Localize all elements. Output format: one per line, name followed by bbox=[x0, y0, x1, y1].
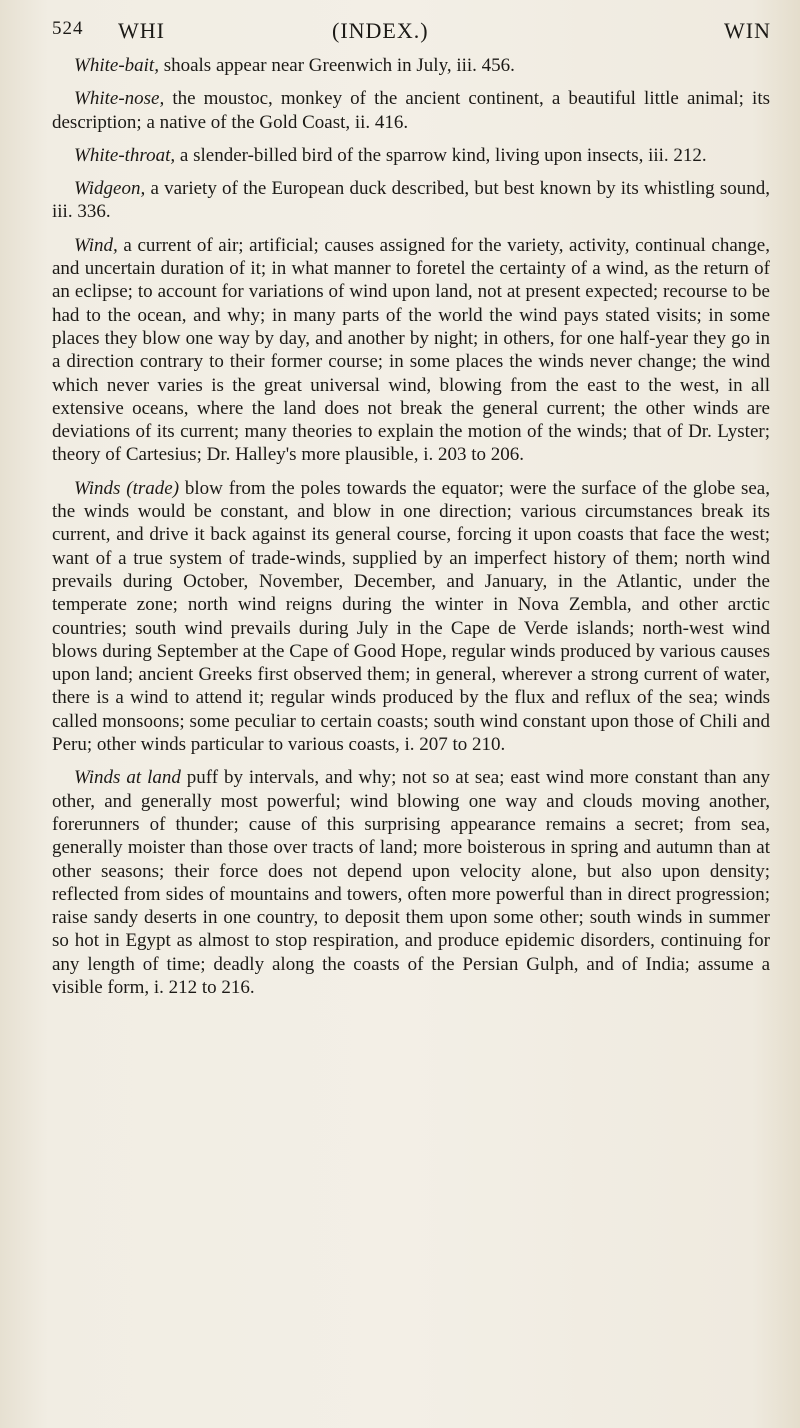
entry-text: a current of air; artificial; causes assigned for the variety, activity, continual change, and uncertain duration of it; in what manner to foretel the certainty of a wind, as the return of an eclipse; to account for variations of wind upon land, not at present expected; recourse to be had to the ocean, and why; in many parts of the world the wind pays stated visits; in some places they blow one way by day, and another by night; in others, for one half-year they go in a direction contrary to their former course; in some places the winds never change; the wind which never varies is the great universal wind, blowing from the east to the west, in all extensive oceans, where the land does not break the general current; the other winds are deviations of its current; many theories to explain the motion of the winds; that of Dr. Lyster; theory of Cartesius; Dr. Halley's more plausible, i. 203 to 206. bbox=[52, 234, 770, 466]
entry-text: a variety of the European duck described, but best known by its whistling sound, iii. 336. bbox=[52, 178, 770, 223]
index-entry bbox=[52, 87, 770, 134]
entry-headword: White-bait, bbox=[74, 55, 159, 76]
index-entry bbox=[52, 477, 770, 757]
header-left-catchword: WHI bbox=[118, 18, 165, 43]
index-entry bbox=[52, 177, 770, 224]
entry-headword: Wind, bbox=[74, 234, 118, 256]
header-title: (INDEX.) bbox=[332, 18, 429, 43]
entry-text: a slender-billed bird of the sparrow kind, living upon insects, iii. 212. bbox=[175, 144, 707, 166]
header-right-catchword: WIN bbox=[724, 18, 771, 43]
entry-headword: White-throat, bbox=[74, 144, 176, 166]
index-entries bbox=[52, 54, 770, 999]
entry-headword: Widgeon, bbox=[74, 178, 146, 200]
index-entry bbox=[52, 54, 770, 77]
entry-text: the moustoc, monkey of the ancient continent, a beautiful little animal; its description; a native of the Gold Coast, ii. 416. bbox=[52, 88, 770, 133]
entry-text: puff by intervals, and why; not so at sea; east wind more constant than any other, and generally most powerful; wind blowing one way and clouds moving another, forerunners of thunder; cause of this surprising appearance remains a secret; from sea, generally moister than those over tracts of land; more boisterous in spring and autumn than at other seasons; their force does not depend upon velocity alone, but also upon density; reflected from sides of mountains and towers, often more powerful than in direct progression; raise sandy deserts in one country, to deposit them upon some other; south winds in summer so hot in Egypt as almost to stop respiration, and produce epidemic disorders, continuing for any length of time; deadly along the coasts of the Persian Gulph, and of India; assume a visible form, i. 212 to 216. bbox=[52, 767, 771, 998]
running-header bbox=[52, 18, 770, 54]
entry-headword: Winds (trade) bbox=[74, 477, 180, 499]
page-number: 524 bbox=[52, 18, 84, 39]
entry-text: blow from the poles towards the equator; were the surface of the globe sea, the winds would be constant, and blow in one direction; various circumstances break its current, and drive it back against its general course, forcing it upon coasts that face the west; want of a true system of trade-winds, supplied by an imperfect history of them; north wind prevails during October, November, December, and January, in the Atlantic, under the temperate zone; north wind reigns during the winter in Nova Zembla, and other arctic countries; south wind prevails during July in the Cape de Verde islands; north-west wind blows during September at the Cape of Good Hope, regular winds produced by various causes upon land; ancient Greeks first observed them; in general, wherever a strong current of water, there is a wind to attend it; regular winds produced by the flux and reflux of the sea; winds called monsoons; some peculiar to certain coasts; south wind constant upon those of Chili and Peru; other winds particular to various coasts, i. 207 to 210. bbox=[52, 477, 770, 756]
index-entry bbox=[52, 766, 770, 999]
index-entry bbox=[52, 234, 770, 467]
entry-headword: Winds at land bbox=[74, 767, 181, 789]
entry-text: shoals appear near Greenwich in July, iii. 456. bbox=[158, 55, 515, 76]
index-entry bbox=[52, 144, 770, 167]
entry-headword: White-nose, bbox=[74, 88, 165, 110]
